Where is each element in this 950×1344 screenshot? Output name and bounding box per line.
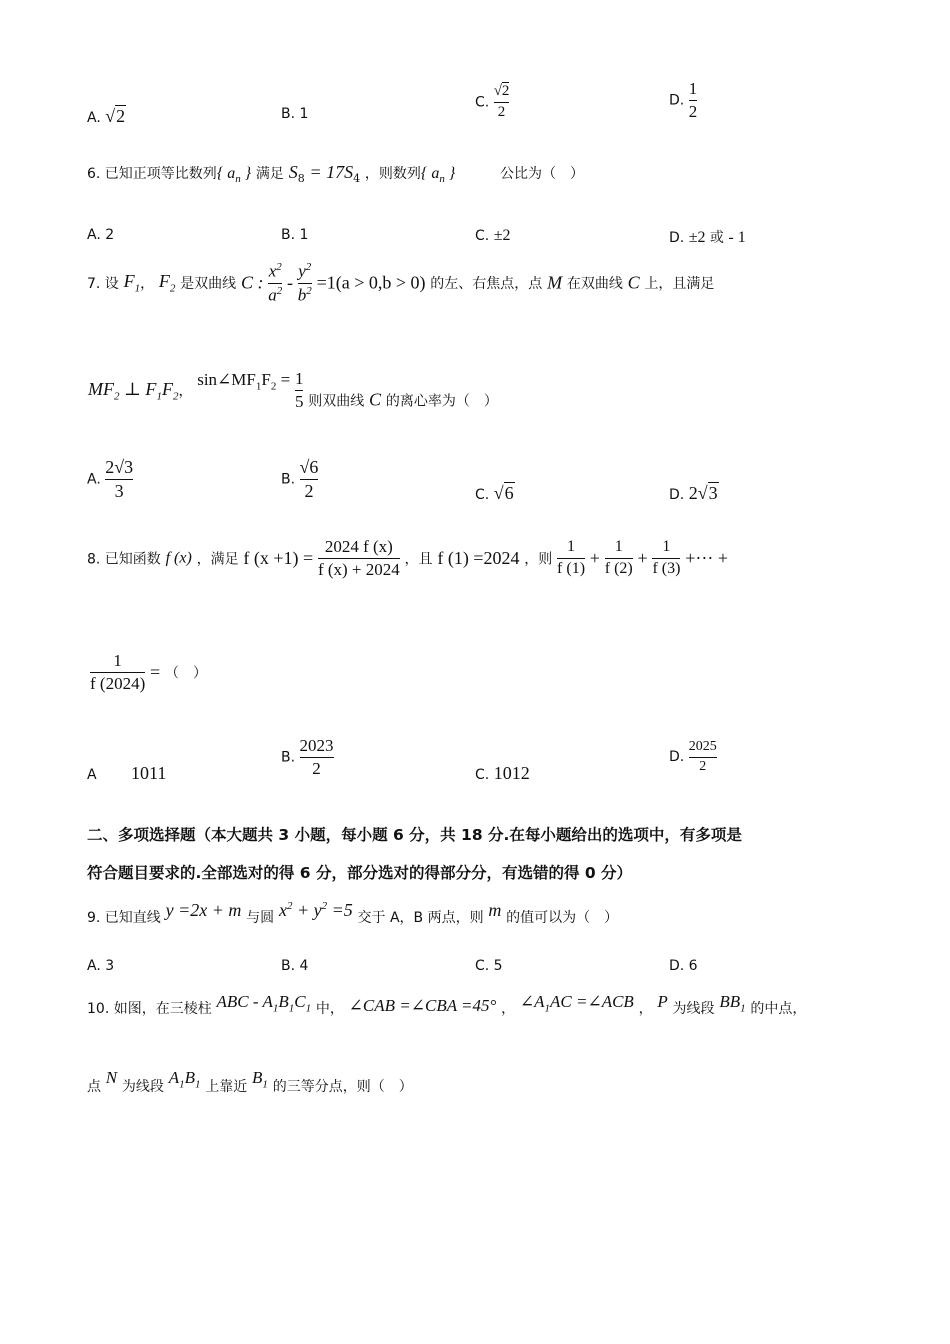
q9-option-d: D. 6 (669, 958, 698, 974)
section2-heading-line1: 二、多项选择题（本大题共 3 小题，每小题 6 分，共 18 分.在每小题给出的选项中，有多项是 (87, 826, 742, 844)
q6-option-b: B. 1 (281, 227, 309, 243)
q7-option-a: A. $\frac{2√3}{3}$ (87, 457, 134, 501)
q9-option-c: C. 5 (475, 958, 503, 974)
q7-option-d: D. 2√3 (669, 483, 718, 503)
q8-option-c: C. 1012 (475, 763, 530, 783)
q6-option-a: A. 2 (87, 227, 115, 243)
q6-option-c: C. ±2 (475, 227, 511, 244)
q7-stem-line2: $MF_2$ ⊥ $F_1F_2$， $\sin\angle MF_1F_2$ = $\frac{1}{5}$ 则双曲线 C 的离心率为（ ） (88, 369, 498, 411)
q8-stem-line2: $\frac{1}{f (2024)}$ = （ ） (90, 651, 207, 693)
q5-option-c: C. $\frac{√2}{2}$ (475, 83, 510, 120)
q7-option-c: C. √6 (475, 483, 514, 503)
q8-stem-line1: 8. 已知函数 f (x) ，满足 f (x +1) = $\frac{2024 f (x)}{f (x) + 2024}$ ，且 f (1) =2024 ，则 $\frac{1}{f (1)}$ + $\frac{1}{f (2)}$ + $\frac{1}{f (3)}$ +··· + (87, 537, 728, 579)
q8-option-d: D. $\frac{2025}{2}$ (669, 739, 717, 774)
q6-stem: 6. 已知正项等比数列{ $a_n$ } 满足 $S_8 = 17S_4$ ，则数列{ $a_n$ } 公比为（ ） (87, 162, 584, 186)
q10-stem-line2: 点 N 为线段 $A_1B_1$ 上靠近 $B_1$ 的三等分点，则（ ） (87, 1068, 413, 1095)
q8-option-a: A 1011 (87, 763, 167, 783)
q6-option-d: D. ±2 或 - 1 (669, 229, 746, 246)
q9-option-a: A. 3 (87, 958, 115, 974)
q10-stem-line1: 10. 如图，在三棱柱 ABC - $A_1B_1C_1$ 中， ∠CAB =∠CBA =45° ， $\angle A_1AC$ =∠ACB ， P 为线段 $BB_1$ 的中点， (87, 992, 807, 1017)
q5-option-a: A. √2 (87, 106, 126, 126)
q9-option-b: B. 4 (281, 958, 309, 974)
q8-option-b: B. $\frac{2023}{2}$ (281, 736, 334, 778)
q5-option-d: D. $\frac{1}{2}$ (669, 79, 698, 121)
q5-option-b: B. 1 (281, 106, 309, 122)
q9-stem: 9. 已知直线 y =2x + m 与圆 $x^2 + y^2 =5$ 交于 A，B 两点，则 m 的值可以为（ ） (87, 900, 619, 926)
q7-option-b: B. $\frac{√6}{2}$ (281, 457, 319, 501)
q7-stem-line1: 7. 设 $F_1$， $F_2$ 是双曲线 C : $\frac{x^2}{a^2}$ - $\frac{y^2}{b^2}$ =1(a > 0,b > 0) 的左、右焦点，点 M 在双曲线 C 上，且满足 (87, 261, 715, 305)
section2-heading-line2: 符合题目要求的.全部选对的得 6 分，部分选对的得部分分，有选错的得 0 分） (87, 864, 633, 882)
